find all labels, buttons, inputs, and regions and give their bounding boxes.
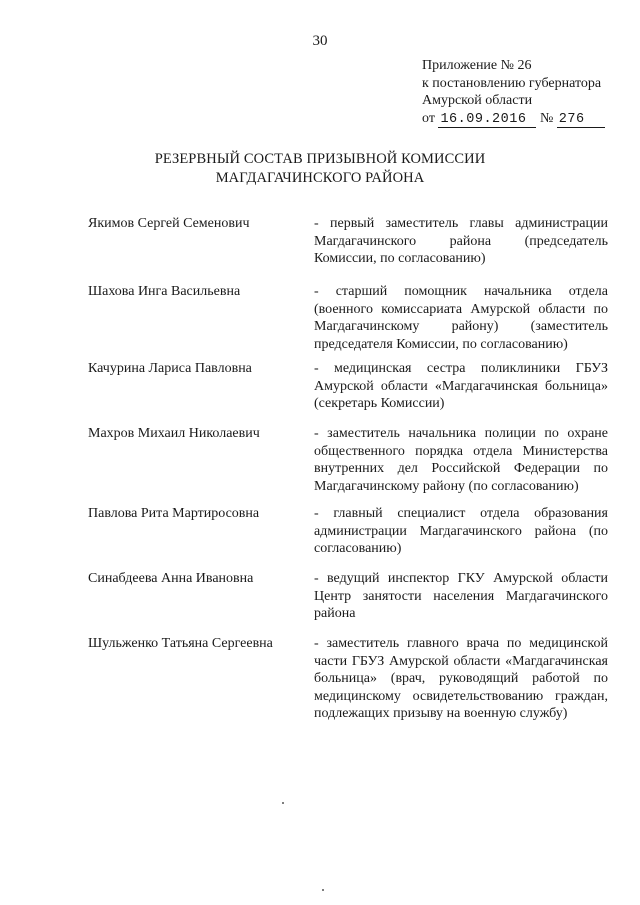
scan-speck (282, 802, 284, 804)
appendix-date-line (422, 110, 622, 128)
member-role: - заместитель начальника полиции по охране общественного порядка отдела Министерства внутренних дел Российской Федерации по Магдагачинскому району (по согласованию) (314, 426, 608, 494)
scan-speck (322, 889, 324, 891)
title-line-2: МАГДАГАЧИНСКОГО РАЙОНА (215, 170, 425, 186)
member-name: Якимов Сергей Семенович (88, 216, 250, 231)
number-prefix: № (539, 110, 554, 126)
appendix-line-3: Амурской области (422, 93, 533, 108)
member-name: Качурина Лариса Павловна (88, 361, 252, 376)
member-role: - медицинская сестра поликлиники ГБУЗ Амурской области «Магдагачинская больница» (секретарь Комиссии) (314, 361, 608, 411)
member-name: Павлова Рита Мартиросовна (88, 506, 260, 521)
member-role: - заместитель главного врача по медицинской части ГБУЗ Амурской области «Магдагачинская больница» (врач, руководящий работой по медицинскому освидетельствованию граждан, подлежащих призыву на военную службу) (314, 636, 608, 721)
title-line-1: РЕЗЕРВНЫЙ СОСТАВ ПРИЗЫВНОЙ КОМИССИИ (154, 151, 486, 167)
date-prefix: от (422, 110, 435, 126)
member-name: Шульженко Татьяна Сергеевна (88, 636, 273, 651)
member-name: Махров Михаил Николаевич (88, 426, 260, 441)
member-role: - ведущий инспектор ГКУ Амурской области Центр занятости населения Магдагачинского района (314, 571, 608, 621)
member-name: Шахова Инга Васильевна (88, 284, 241, 299)
decree-date: 16.09.2016 (438, 113, 536, 128)
member-role: - первый заместитель главы администрации Магдагачинского района (председатель Комиссии, по согласованию) (314, 216, 608, 266)
member-role: - старший помощник начальника отдела (военного комиссариата Амурской области по Магдагачинскому району) (заместитель председателя Комиссии, по согласованию) (314, 284, 608, 352)
member-role: - главный специалист отдела образования администрации Магдагачинского района (по согласованию) (314, 506, 608, 556)
appendix-block (422, 57, 622, 128)
member-name: Синабдеева Анна Ивановна (88, 571, 254, 586)
appendix-line-1: Приложение № 26 (422, 58, 532, 73)
appendix-line-2: к постановлению губернатора (422, 75, 602, 91)
decree-number: 276 (557, 113, 605, 128)
document-title (0, 150, 640, 188)
page-number: 30 (312, 33, 328, 49)
